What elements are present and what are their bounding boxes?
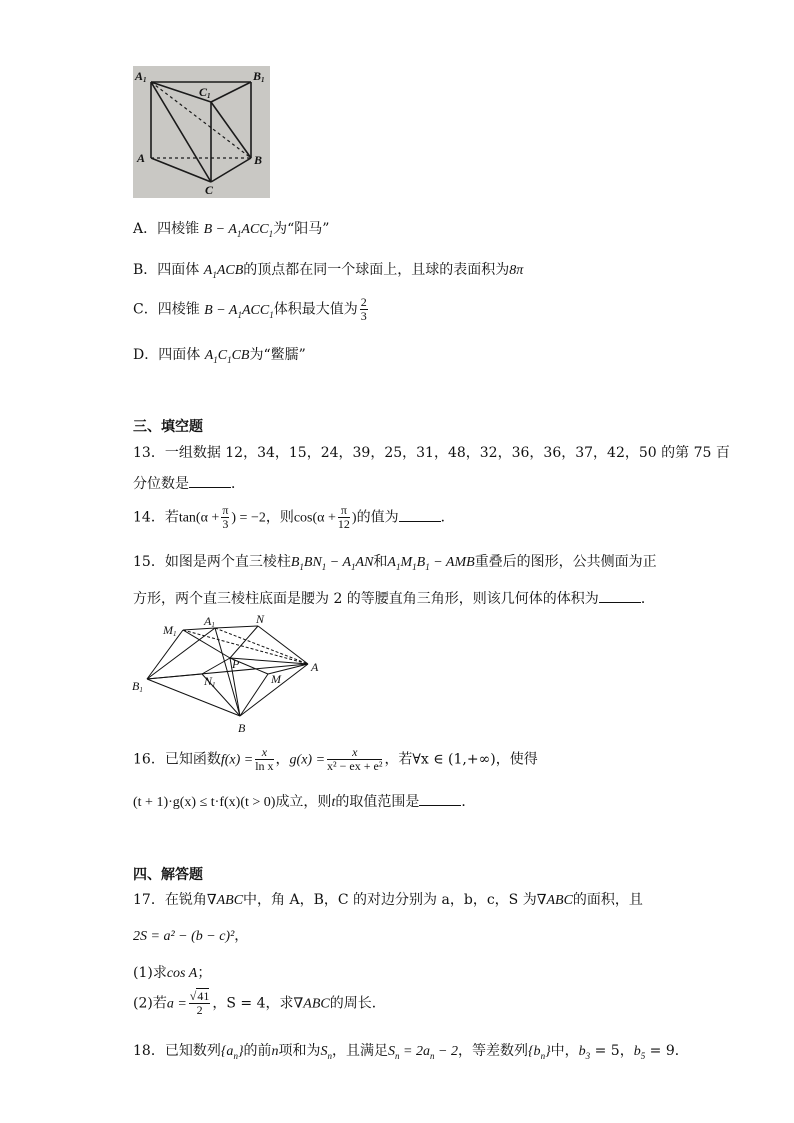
question-18: 18．已知数列$\{a_n\}$的前n项和为$S_n$，且满足$S_n = 2a_n - 2$，等差数列$\{b_n\}$中，$b_3 = 5$，$b_5 = 9$． bbox=[133, 1043, 689, 1061]
option-b: B．四面体 $A_1ACB$的顶点都在同一个球面上，且球的表面积为8π bbox=[133, 262, 524, 280]
label-b: B bbox=[238, 721, 246, 734]
question-15-line1: 15．如图是两个直三棱柱$B_1BN_1 - A_1AN$和$A_1M_1B_1$ − AMB重叠后的图形，公共侧面为正 bbox=[133, 554, 657, 572]
label-a1: A1 bbox=[135, 69, 147, 84]
label-a1: A1 bbox=[204, 614, 215, 629]
section-answer-title: 四、解答题 bbox=[133, 867, 203, 883]
answer-blank bbox=[399, 509, 441, 522]
label-b: B bbox=[254, 153, 263, 167]
answer-blank bbox=[599, 590, 641, 603]
label-a: A bbox=[137, 151, 146, 165]
label-p: P bbox=[232, 657, 240, 671]
label-c: C bbox=[205, 183, 214, 197]
label-c1: C1 bbox=[199, 85, 211, 100]
answer-blank bbox=[189, 475, 231, 488]
section-fill-in-title: 三、填空题 bbox=[133, 419, 203, 435]
option-c: C．四棱锥 $B - A_1ACC_1$体积最大值为 $\frac{2}{3}$ bbox=[133, 295, 367, 323]
option-a: A．四棱锥 $B - A_1ACC_1$为“阳马” bbox=[133, 221, 330, 239]
label-b1: B1 bbox=[132, 679, 143, 694]
label-m1: M1 bbox=[163, 623, 177, 638]
prism-figure bbox=[133, 66, 270, 198]
label-m: M bbox=[271, 672, 281, 686]
label-b1: B1 bbox=[253, 69, 265, 84]
overlapping-prisms-figure bbox=[130, 612, 330, 734]
question-16-line2: (t + 1)·g(x) ≤ t·f(x)(t > 0)成立，则t的取值范围是 ． bbox=[133, 794, 476, 810]
question-16-line1: 16．已知函数f(x) = $\frac{x}{\text{ln x}}$ ，g(x) = $\frac{x}{\text{x² − ex + e²}}$ ，若∀x ∈ (1,+∞)，使得 bbox=[133, 745, 538, 773]
question-14: 14．若tan(α + $\frac{\pi}{3}$ ) = −2，则cos(α + $\frac{\pi}{12}$ )的值为 ． bbox=[133, 503, 455, 531]
label-n1: N1 bbox=[204, 674, 216, 689]
question-17-line1: 17．在锐角∇ABC中，角 A，B，C 的对边分别为 a，b，c，S 为∇ABC的面积，且 bbox=[133, 892, 643, 908]
label-n: N bbox=[256, 612, 265, 626]
answer-blank bbox=[419, 793, 461, 806]
question-15-line2: 方形，两个直三棱柱底面是腰为 2 的等腰直角三角形，则该几何体的体积为 ． bbox=[133, 591, 655, 607]
question-17-part2: (2)若a = $\frac{√41}{2}$ ，S = 4，求∇ABC的周长． bbox=[133, 989, 386, 1017]
question-17-part1: (1)求cos A； bbox=[133, 965, 212, 981]
option-d: D．四面体 $A_1C_1CB$为“鳖臑” bbox=[133, 347, 306, 365]
question-13-line2: 分位数是 ． bbox=[133, 476, 245, 492]
question-13-line1: 13．一组数据 12，34，15，24，39，25，31，48，32，36，36，37，42，50 的第 75 百 bbox=[133, 445, 730, 461]
label-a: A bbox=[311, 660, 319, 674]
question-17-line2: 2S = a² − (b − c)²， bbox=[133, 928, 249, 944]
